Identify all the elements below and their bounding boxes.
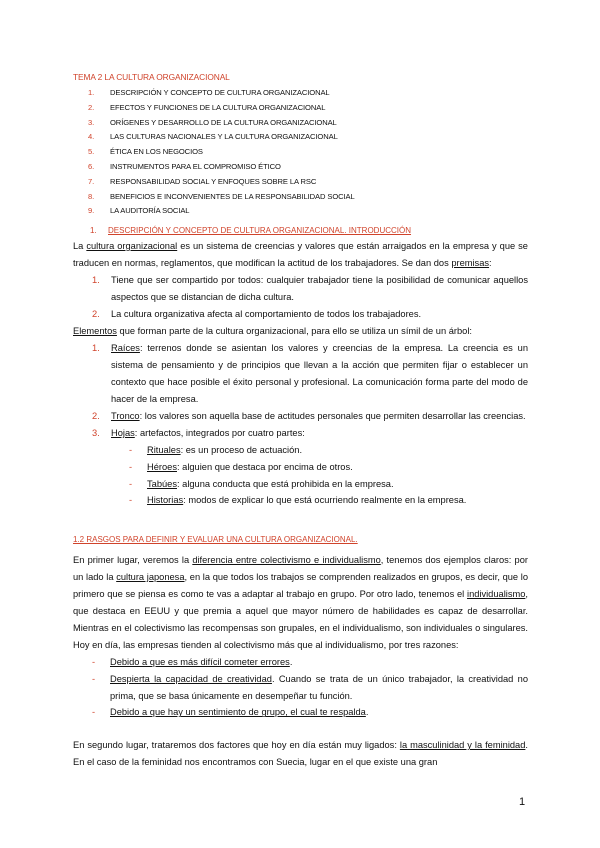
reasons-list bbox=[92, 654, 528, 721]
list-item: 1. Tiene que ser compartido por todos: cualquier trabajador tiene la posibilidad de comunicar aquellos aspectos que se distancian de dicha cultura. bbox=[92, 275, 528, 302]
list-item: 2. La cultura organizativa afecta al comportamiento de todos los trabajadores. bbox=[92, 309, 422, 319]
list-item: - Tabúes: alguna conducta que está prohibida en la empresa. bbox=[129, 478, 394, 489]
toc-item: 3. ORÍGENES Y DESARROLLO DE LA CULTURA ORGANIZACIONAL bbox=[88, 117, 337, 127]
list-item: - Rituales: es un proceso de actuación. bbox=[129, 445, 303, 455]
elements-paragraph: Elementos que forman parte de la cultura organizacional, para ello se utiliza un símil de un árbol: bbox=[73, 326, 472, 336]
toc-item: 4. LAS CULTURAS NACIONALES Y LA CULTURA ORGANIZACIONAL bbox=[88, 132, 338, 142]
premises-list bbox=[92, 272, 528, 323]
section-2-heading: 1.2 RASGOS PARA DEFINIR Y EVALUAR UNA CULTURA ORGANIZACIONAL. bbox=[73, 535, 358, 544]
toc-item: 9. LA AUDITORÍA SOCIAL bbox=[88, 206, 190, 216]
collectivism-paragraph: En primer lugar, veremos la diferencia entre colectivismo e individualismo, tenemos dos ejemplos claros: por un lado la cultura japonesa, en la que todos los trabajos se comprenden realizados en grupos, es decir, que lo primero que se piensa es como te vas a adaptar al trabajo en grupo. Por otro lado, tenemos el individualismo, que destaca en EEUU y que premia a aquel que mayor número de habilidades es capaz de desarrollar. Mientras en el colectivismo las recompensas son grupales, en el individualismo, son individuales o singulares. Hoy en día, las empresas tienden al colectivismo más que al individualismo, por tres razones: bbox=[73, 555, 529, 650]
list-item: - Debido a que es más difícil cometer errores. bbox=[92, 657, 293, 667]
table-of-contents bbox=[88, 86, 355, 219]
toc-item: 6. INSTRUMENTOS PARA EL COMPROMISO ÉTICO bbox=[88, 161, 281, 171]
toc-title: TEMA 2 LA CULTURA ORGANIZACIONAL bbox=[73, 72, 230, 82]
list-item: 1. Raíces: terrenos donde se asientan los valores y creencias de la empresa. La creencia es un sistema de pensamiento y de principios que llevan a la acción que permiten fijar o establecer un contexto que hace posible el éxito personal y profesional. La comunicación forma parte del modo de hacer de la empresa. bbox=[92, 343, 528, 404]
toc-item: 7. RESPONSABILIDAD SOCIAL Y ENFOQUES SOBRE LA RSC bbox=[88, 176, 317, 186]
section-1-heading: 1. DESCRIPCIÓN Y CONCEPTO DE CULTURA ORGANIZACIONAL. INTRODUCCIÓN bbox=[90, 226, 412, 235]
list-item: 2. Tronco: los valores son aquella base de actitudes personales que permiten desarrollar las creencias. bbox=[92, 411, 526, 421]
toc-item: 2. EFECTOS Y FUNCIONES DE LA CULTURA ORGANIZACIONAL bbox=[88, 102, 326, 112]
list-item: - Debido a que hay un sentimiento de grupo, el cual te respalda. bbox=[92, 707, 369, 718]
section-1-body bbox=[73, 238, 528, 509]
toc-item: 5. ÉTICA EN LOS NEGOCIOS bbox=[88, 147, 203, 157]
list-item: - Héroes: alguien que destaca por encima de otros. bbox=[129, 461, 353, 472]
list-item: - Despierta la capacidad de creatividad. Cuando se trata de un único trabajador, la creatividad no prima, que se basa únicamente en desempeñar tu función. bbox=[92, 673, 528, 701]
masculinity-paragraph: En segundo lugar, trataremos dos factores que hoy en día están muy ligados: la masculinidad y la feminidad. En el caso de la feminidad nos encontramos con Suecia, lugar en el que existe una gran bbox=[73, 740, 528, 768]
intro-paragraph: La cultura organizacional es un sistema de creencias y valores que están arraigados en la empresa y que se traducen en normas, reglamentos, que modifican la actitud de los trabajadores. Se dan dos premisas: bbox=[73, 241, 528, 268]
leaves-list bbox=[129, 442, 528, 509]
page-number: 1 bbox=[519, 796, 526, 808]
toc-item: 1. DESCRIPCIÓN Y CONCEPTO DE CULTURA ORGANIZACIONAL bbox=[88, 88, 330, 97]
list-item: - Historias: modos de explicar lo que está ocurriendo realmente en la empresa. bbox=[129, 495, 467, 506]
toc-item: 8. BENEFICIOS E INCONVENIENTES DE LA RESPONSABILIDAD SOCIAL bbox=[88, 191, 355, 201]
elements-list bbox=[92, 340, 528, 509]
list-item: 3. Hojas: artefactos, integrados por cuatro partes: - Rituales: es un proceso de actuación. - Héroes: alguien que destaca por encima de otros. - Tabúes: alguna conducta que está prohibida en la empresa. - Historias: modos de explicar lo que está ocurriendo realmente en la empresa. bbox=[92, 425, 528, 509]
section-2-body bbox=[73, 552, 528, 771]
